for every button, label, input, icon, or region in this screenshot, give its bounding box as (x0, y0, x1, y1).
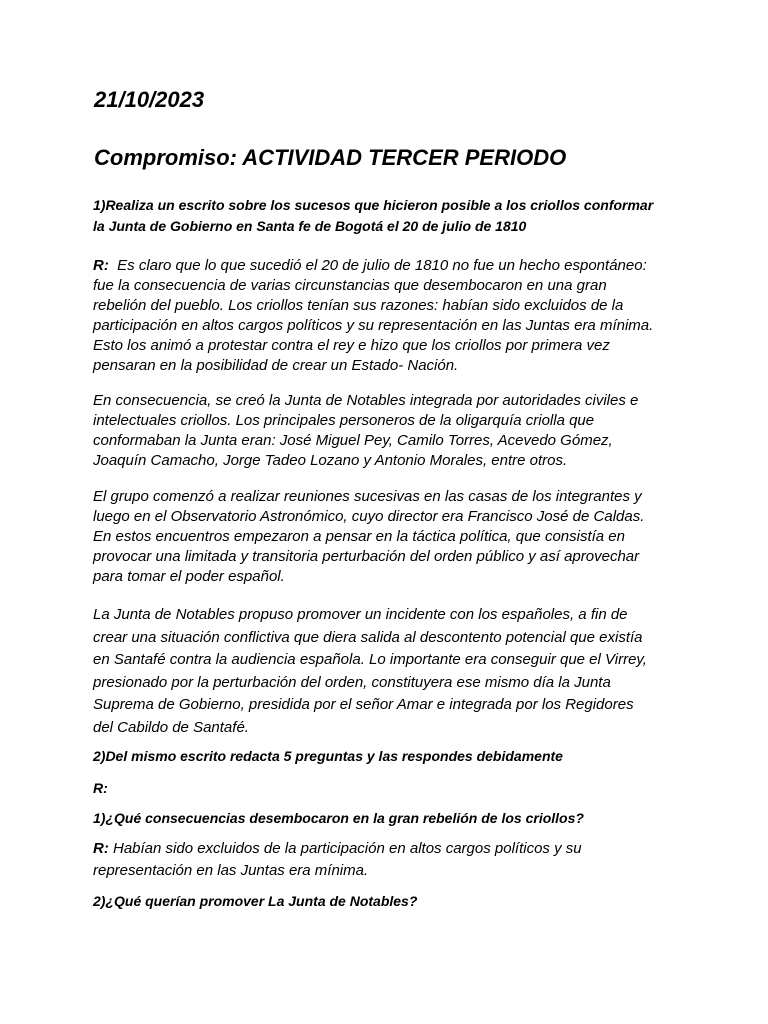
paragraph-line: En estos encuentros empezaron a pensar en la táctica política, que consistía en (93, 528, 625, 545)
paragraph-line: El grupo comenzó a realizar reuniones sucesivas en las casas de los integrantes y (93, 488, 642, 505)
sub-question-1 (93, 808, 683, 828)
sub-question-2-text: 2)¿Qué querían promover La Junta de Notables? (93, 893, 418, 909)
paragraph-line: Suprema de Gobierno, presidida por el señor Amar e integrada por los Regidores (93, 696, 634, 714)
answer-line: Esto los animó a protestar contra el rey e hizo que los criollos por primera vez (93, 337, 610, 354)
r-label-text: R: (93, 780, 108, 796)
answer-line: pensaran en la posibilidad de crear un Estado- Nación. (93, 357, 459, 374)
question-1-line: la Junta de Gobierno en Santa fe de Bogotá el 20 de julio de 1810 (93, 218, 527, 234)
paragraph-line: presionado por la perturbación del orden, constituyera ese mismo día la Junta (93, 673, 611, 691)
question-2 (93, 746, 683, 766)
answer-line: rebelión del pueblo. Los criollos tenían sus razones: habían sido excluidos de la (93, 297, 624, 314)
paragraph-line: crear una situación conflictiva que diera salida al descontento potencial que existía (93, 628, 643, 646)
paragraph-line: Joaquín Camacho, Jorge Tadeo Lozano y Antonio Morales, entre otros. (93, 452, 568, 469)
paragraph-line: intelectuales criollos. Los principales personeros de la oligarquía criolla que (93, 412, 595, 429)
answer-line (93, 256, 683, 276)
answer-paragraph-4 (93, 604, 683, 740)
document-date: 21/10/2023 (94, 87, 205, 112)
question-1-line: 1)Realiza un escrito sobre los sucesos que hicieron posible a los criollos conformar (93, 197, 654, 213)
paragraph-line: En consecuencia, se creó la Junta de Notables integrada por autoridades civiles e (93, 392, 639, 409)
answer-paragraph-1 (93, 256, 683, 376)
paragraph-line: conformaban la Junta eran: José Miguel Pey, Camilo Torres, Acevedo Gómez, (93, 432, 613, 449)
sub-answer-line (93, 838, 683, 860)
sub-answer-text: Habían sido excluidos de la participación en altos cargos políticos y su (108, 840, 582, 857)
answer-line: participación en altos cargos políticos y su representación en las Juntas era mínima. (93, 317, 654, 334)
paragraph-line: para tomar el poder español. (93, 568, 285, 585)
sub-answer-prefix: R: (93, 840, 109, 857)
question-1 (93, 195, 683, 237)
answer-paragraph-3 (93, 487, 683, 587)
answer-paragraph-2 (93, 391, 683, 471)
paragraph-line: provocar una limitada y transitoria perturbación del orden público y así aprovechar (93, 548, 640, 565)
answer-line: fue la consecuencia de varias circunstancias que desembocaron en una gran (93, 277, 607, 294)
document-title: Compromiso: ACTIVIDAD TERCER PERIODO (94, 145, 567, 170)
answer-text: Es claro que lo que sucedió el 20 de julio de 1810 no fue un hecho espontáneo: (108, 257, 647, 274)
sub-question-1-text: 1)¿Qué consecuencias desembocaron en la gran rebelión de los criollos? (93, 810, 584, 826)
paragraph-line: en Santafé contra la audiencia española. Lo importante era conseguir que el Virrey, (93, 651, 647, 669)
sub-question-2 (93, 891, 683, 911)
paragraph-line: del Cabildo de Santafé. (93, 718, 249, 736)
r-label (93, 778, 683, 798)
sub-answer-line: representación en las Juntas era mínima. (93, 862, 369, 879)
paragraph-line: La Junta de Notables propuso promover un incidente con los españoles, a fin de (93, 606, 628, 623)
sub-answer-1 (93, 838, 683, 882)
paragraph-line: luego en el Observatorio Astronómico, cuyo director era Francisco José de Caldas. (93, 508, 645, 525)
answer-prefix: R: (93, 257, 109, 274)
question-2-text: 2)Del mismo escrito redacta 5 preguntas y las respondes debidamente (93, 748, 563, 764)
